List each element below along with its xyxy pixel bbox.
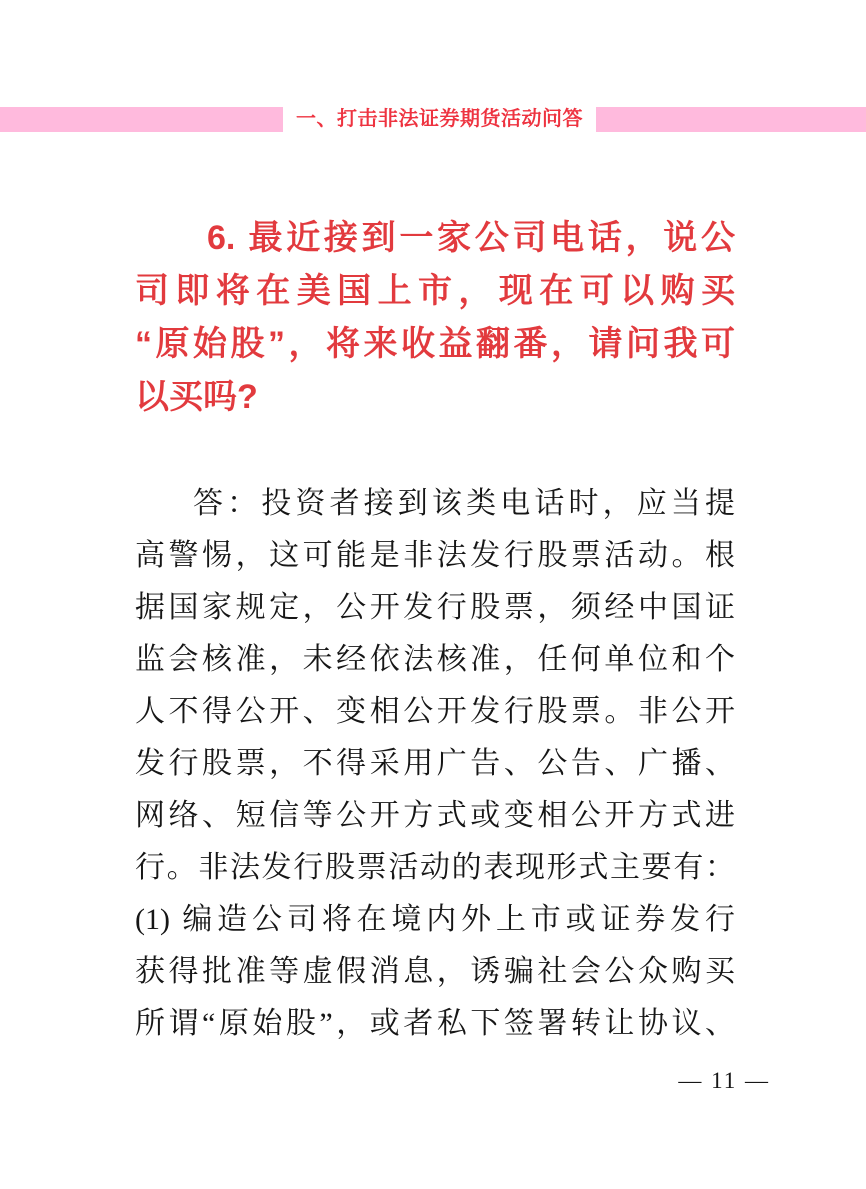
question-line: 以买吗? [135, 378, 258, 416]
answer-line: 获得批准等虚假消息，诱骗社会公众购买 [135, 955, 735, 988]
running-header [0, 107, 866, 132]
answer-line: 答：投资者接到该类电话时，应当提 [193, 487, 735, 520]
answer-paragraph [135, 478, 735, 1050]
answer-line: 行。非法发行股票活动的表现形式主要有： [135, 851, 735, 884]
question-heading [135, 212, 735, 424]
question-line: “原始股”，将来收益翻番，请问我可 [135, 325, 735, 363]
answer-line: 监会核准，未经依法核准，任何单位和个 [135, 643, 735, 676]
answer-line: 发行股票，不得采用广告、公告、广播、 [135, 747, 735, 780]
question-line: 司即将在美国上市，现在可以购买 [135, 272, 735, 310]
answer-line: (1) 编造公司将在境内外上市或证券发行 [135, 903, 735, 936]
page-number: — 11 — [678, 1068, 770, 1093]
header-title: 一、打击非法证券期货活动问答 [296, 108, 583, 130]
header-right-bar [596, 107, 866, 132]
header-left-bar [0, 107, 283, 132]
answer-line: 据国家规定，公开发行股票，须经中国证 [135, 591, 735, 624]
answer-line: 高警惕，这可能是非法发行股票活动。根 [135, 539, 735, 572]
question-line: 6. 最近接到一家公司电话，说公 [207, 219, 735, 257]
answer-line: 人不得公开、变相公开发行股票。非公开 [135, 695, 735, 728]
answer-line: 所谓“原始股”，或者私下签署转让协议、 [135, 1007, 735, 1040]
answer-line: 网络、短信等公开方式或变相公开方式进 [135, 799, 735, 832]
